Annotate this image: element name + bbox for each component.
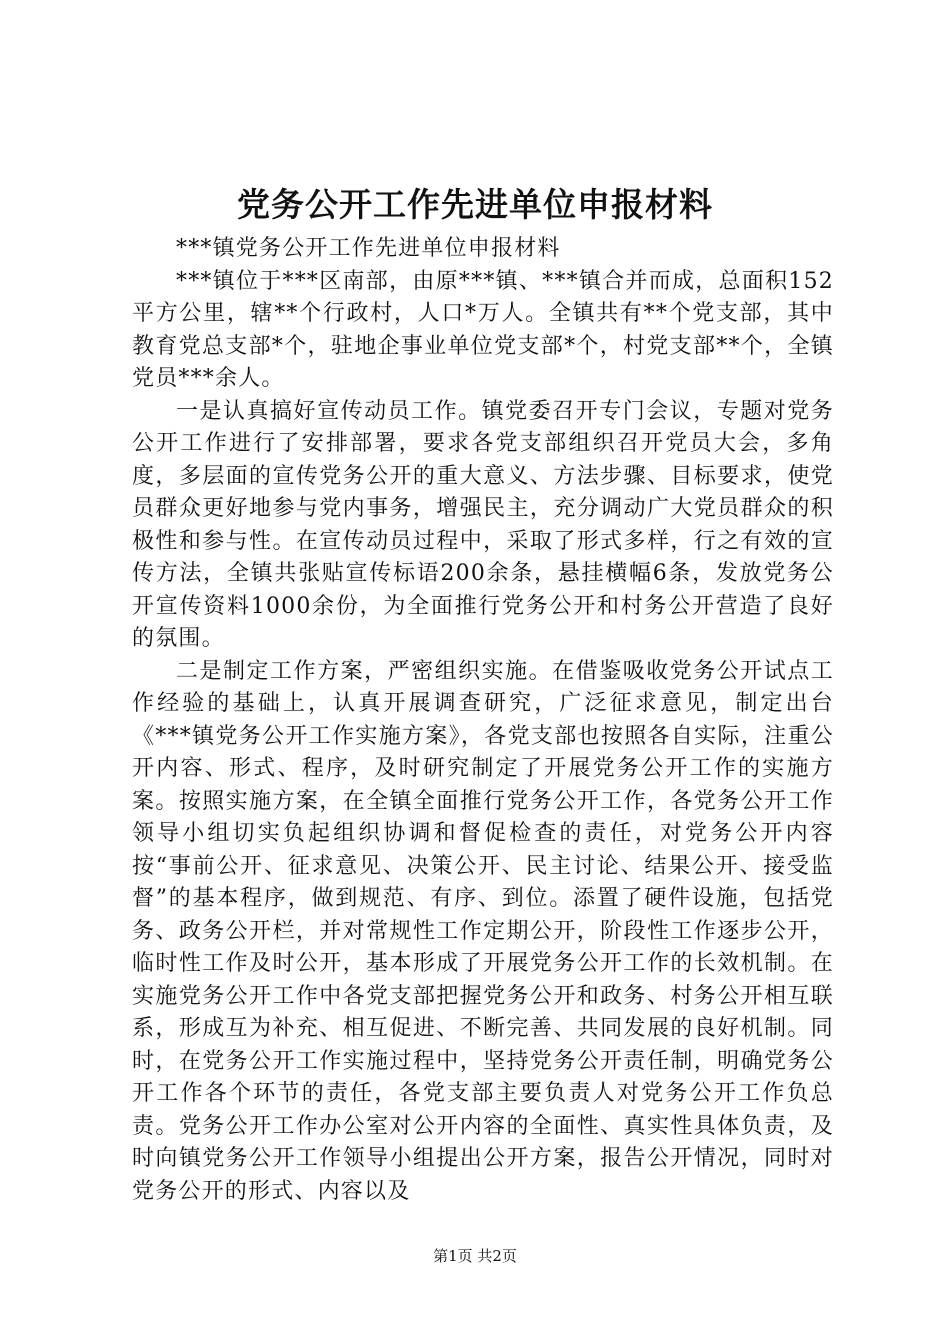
page-number-footer: 第1页 共2页 <box>433 1247 517 1265</box>
document-title: 党务公开工作先进单位申报材料 <box>237 185 713 224</box>
publicity-paragraph: 一是认真搞好宣传动员工作。镇党委召开专门会议，专题对党务公开工作进行了安排部署，要求各党支部组织召开党员大会，多角度，多层面的宣传党务公开的重大意义、方法步骤、目标要求，使党员群众更好地参与党内事务，增强民主，充分调动广大党员群众的积极性和参与性。在宣传动员过程中，采取了形式多样，行之有效的宣传方法，全镇共张贴宣传标语200余条，悬挂横幅6条，发放党务公开宣传资料1000余份，为全面推行党务公开和村务公开营造了良好的氛围。 <box>132 398 834 651</box>
document-body <box>132 233 834 1208</box>
intro-paragraph: ***镇位于***区南部，由原***镇、***镇合并而成，总面积152平方公里，辖**个行政村，人口*万人。全镇共有**个党支部，其中教育党总支部*个，驻地企事业单位党支部*个，村党支部**个，全镇党员***余人。 <box>132 268 834 391</box>
plan-paragraph: 二是制定工作方案，严密组织实施。在借鉴吸收党务公开试点工作经验的基础上，认真开展调查研究，广泛征求意见，制定出台《***镇党务公开工作实施方案》，各党支部也按照各自实际，注重公开内容、形式、程序，及时研究制定了开展党务公开工作的实施方案。按照实施方案，在全镇全面推行党务公开工作，各党务公开工作领导小组切实负起组织协调和督促检查的责任，对党务公开内容按“事前公开、征求意见、决策公开、民主讨论、结果公开、接受监督”的基本程序，做到规范、有序、到位。添置了硬件设施，包括党务、政务公开栏，并对常规性工作定期公开，阶段性工作逐步公开，临时性工作及时公开，基本形成了开展党务公开工作的长效机制。在实施党务公开工作中各党支部把握党务公开和政务、村务公开相互联系，形成互为补充、相互促进、不断完善、共同发展的良好机制。同时，在党务公开工作实施过程中，坚持党务公开责任制，明确党务公开工作各个环节的责任，各党支部主要负责人对党务公开工作负总责。党务公开工作办公室对公开内容的全面性、真实性具体负责，及时向镇党务公开工作领导小组提出公开方案，报告公开情况，同时对党务公开的形式、内容以及 <box>132 658 834 1204</box>
subtitle-paragraph: ***镇党务公开工作先进单位申报材料 <box>176 236 561 261</box>
